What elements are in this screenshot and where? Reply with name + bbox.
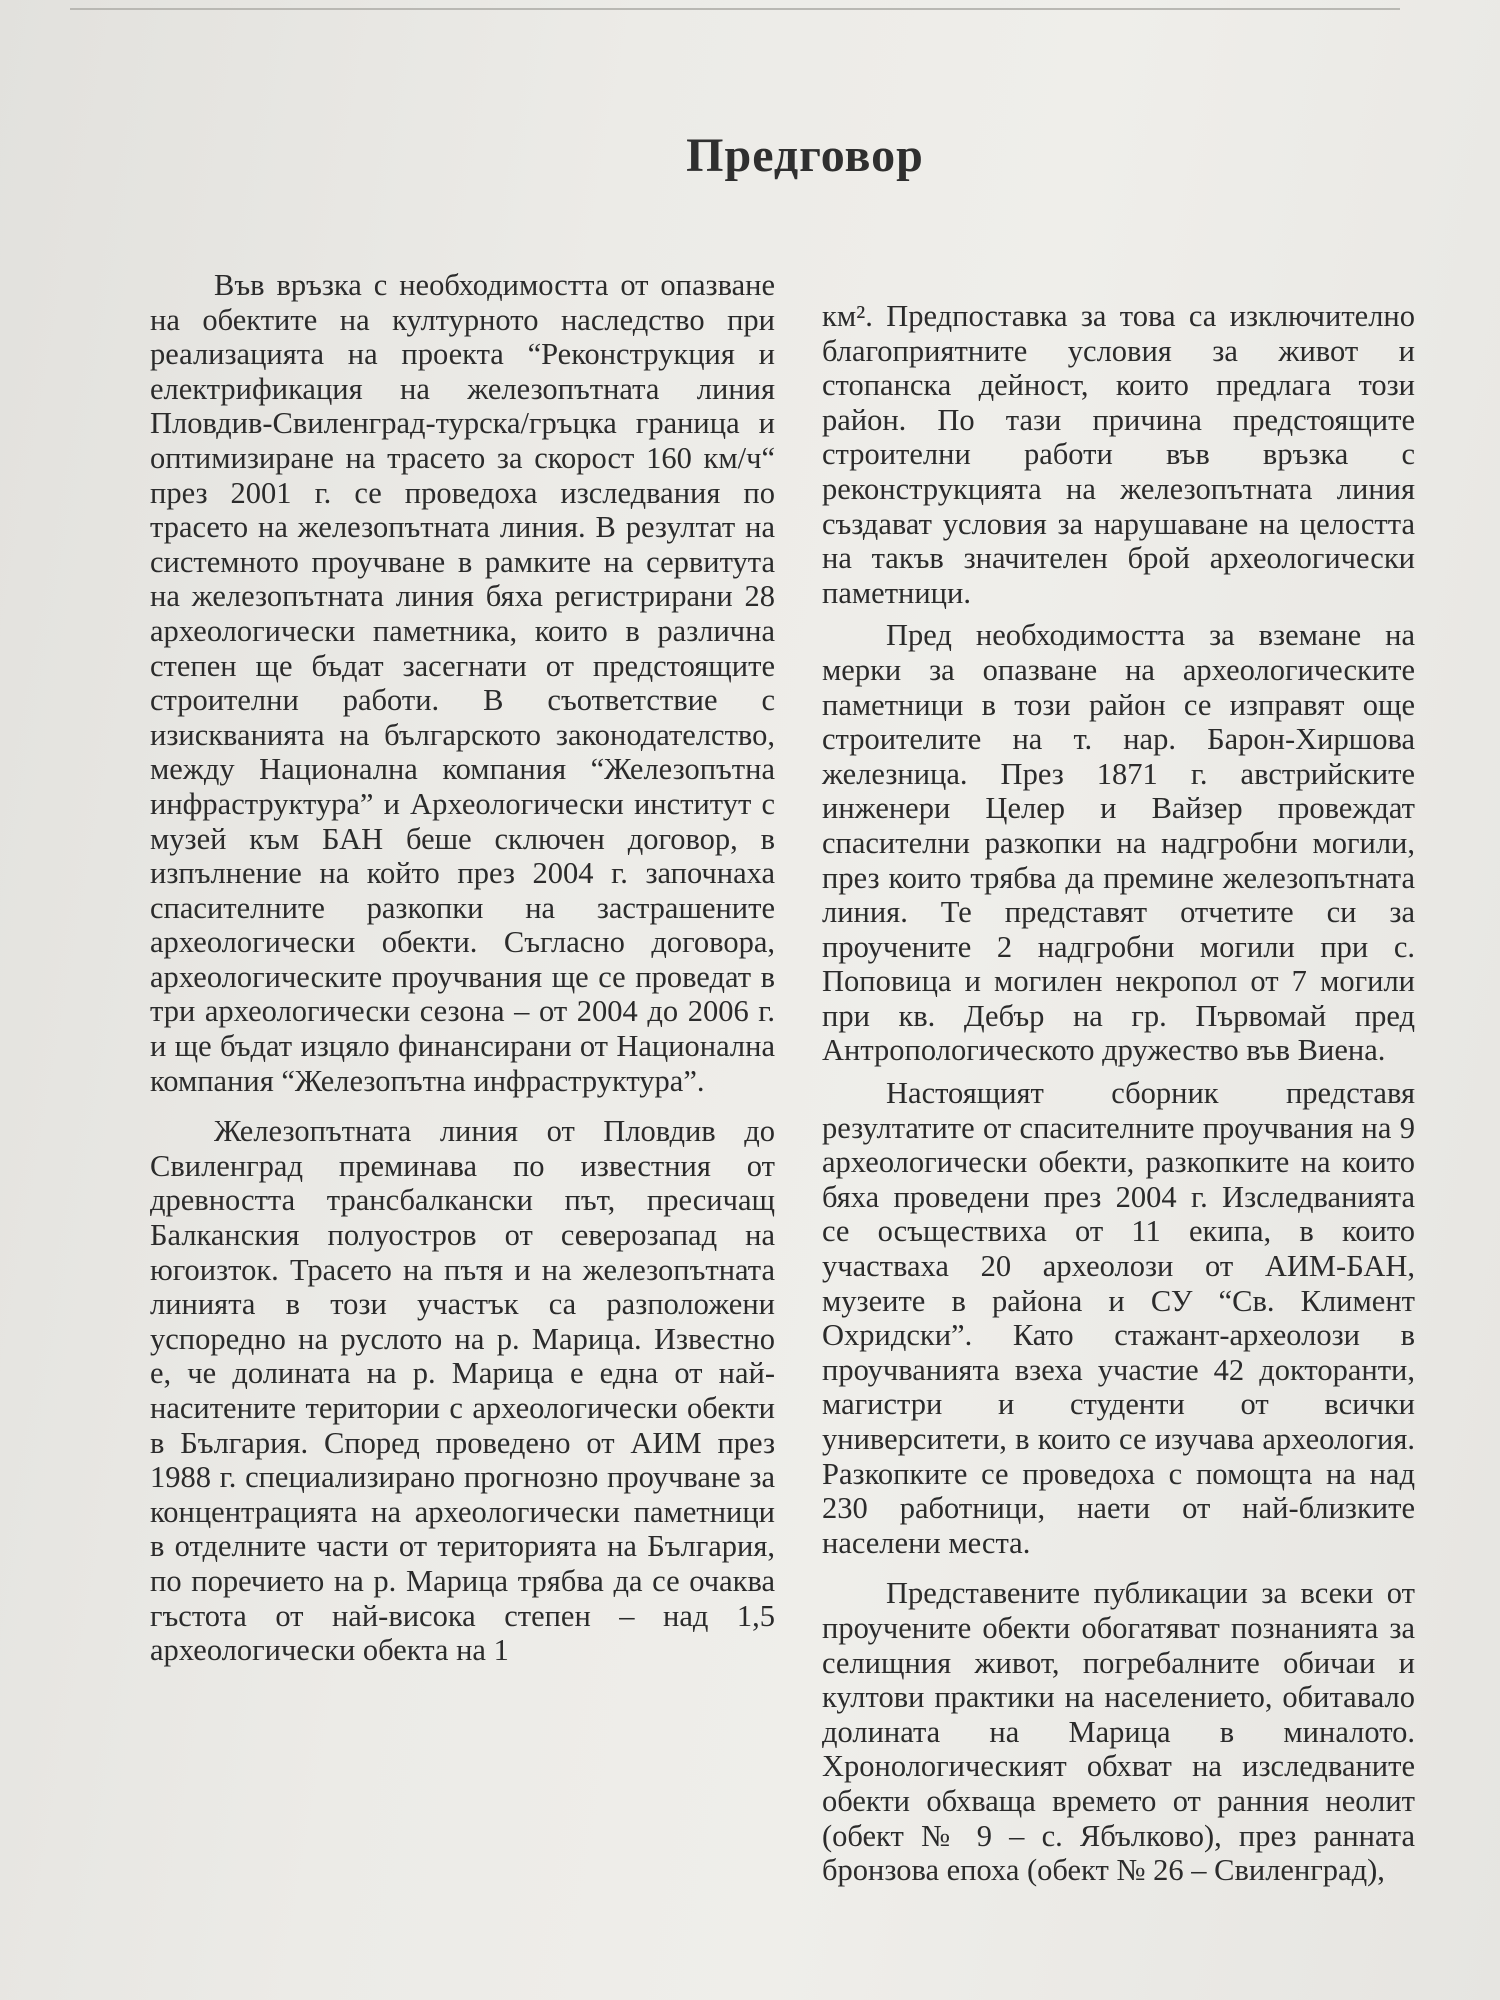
paragraph: Настоящият сборник представя резултатите от спасителните проучвания на 9 археологически обекти, разкопките на които бяха проведени през 2004 г. Изследванията се осъществиха от 11 екипа, в които участваха 20 археолози от АИМ-БАН, музеите в района и СУ “Св. Климент Охридски”. Като стажант-археолози в проучванията взеха участие 42 докторанти, магистри и студенти от всички университети, в които се изучава археология. Разкопките се проведоха с помощта на над 230 работници, наети от най-близките населени места. bbox=[822, 1076, 1415, 1560]
paragraph: Железопътната линия от Пловдив до Свиленград преминава по известния от древността трансбалкански път, пресичащ Балканския полуостров от северозапад на югоизток. Трасето на пътя и на железопътната линията в този участък са разположени успоредно на руслото на р. Марица. Известно е, че долината на р. Марица е една от най-наситените територии с археологически обекти в България. Според проведено от АИМ през 1988 г. специализирано прогнозно проучване за концентрацията на археологически паметници в отделните части от територията на България, по поречието на р. Марица трябва да се очаква гъстота от най-висока степен – над 1,5 археологически обекта на 1 bbox=[150, 1114, 775, 1668]
paragraph: Във връзка с необходимостта от опазване на обектите на културното наследство при реализацията на проекта “Реконструкция и електрификация на железопътната линия Пловдив-Свиленград-турска/гръцка граница и оптимизиране на трасето за скорост 160 км/ч“ през 2001 г. се проведоха изследвания по трасето на железопътната линия. В резултат на системното проучване в рамките на сервитута на железопътната линия бяха регистрирани 28 археологически паметника, които в различна степен ще бъдат засегнати от предстоящите строителни работи. В съответствие с изискванията на българското законодателство, между Национална компания “Железопътна инфраструктура” и Археологически институт с музей към БАН беше сключен договор, в изпълнение на който през 2004 г. започнаха спасителните разкопки на застрашените археологически обекти. Съгласно договора, археологическите проучвания ще се проведат в три археологически сезона – от 2004 до 2006 г. и ще бъдат изцяло финансирани от Национална компания “Железопътна инфраструктура”. bbox=[150, 268, 775, 1098]
paragraph: км². Предпоставка за това са изключително благоприятните условия за живот и стопанска дейност, които предлага този район. По тази причина предстоящите строителни работи във връзка с реконструкцията на железопътната линия създават условия за нарушаване на целостта на такъв значителен брой археологически паметници. bbox=[822, 299, 1415, 610]
right-column bbox=[822, 299, 1415, 1888]
top-rule bbox=[70, 8, 1400, 10]
left-column bbox=[150, 268, 775, 1668]
paragraph: Пред необходимостта за вземане на мерки за опазване на археологическите паметници в този район се изправят още строителите на т. нар. Барон-Хиршова железница. През 1871 г. австрийските инженери Целер и Вайзер провеждат спасителни разкопки на надгробни могили, през които трябва да премине железопътната линия. Те представят отчетите си за проучените 2 надгробни могили при с. Поповица и могилен некропол от 7 могили при кв. Дебър на гр. Първомай пред Антропологическото дружество във Виена. bbox=[822, 618, 1415, 1068]
page-title: Предговор bbox=[686, 129, 924, 182]
paragraph: Представените публикации за всеки от проучените обекти обогатяват познанията за селищния живот, погребалните обичаи и култови практики на населението, обитавало долината на Марица в миналото. Хронологическият обхват на изследваните обекти обхваща времето от ранния неолит (обект № 9 – с. Ябълково), през ранната бронзова епоха (обект № 26 – Свиленград), bbox=[822, 1576, 1415, 1888]
